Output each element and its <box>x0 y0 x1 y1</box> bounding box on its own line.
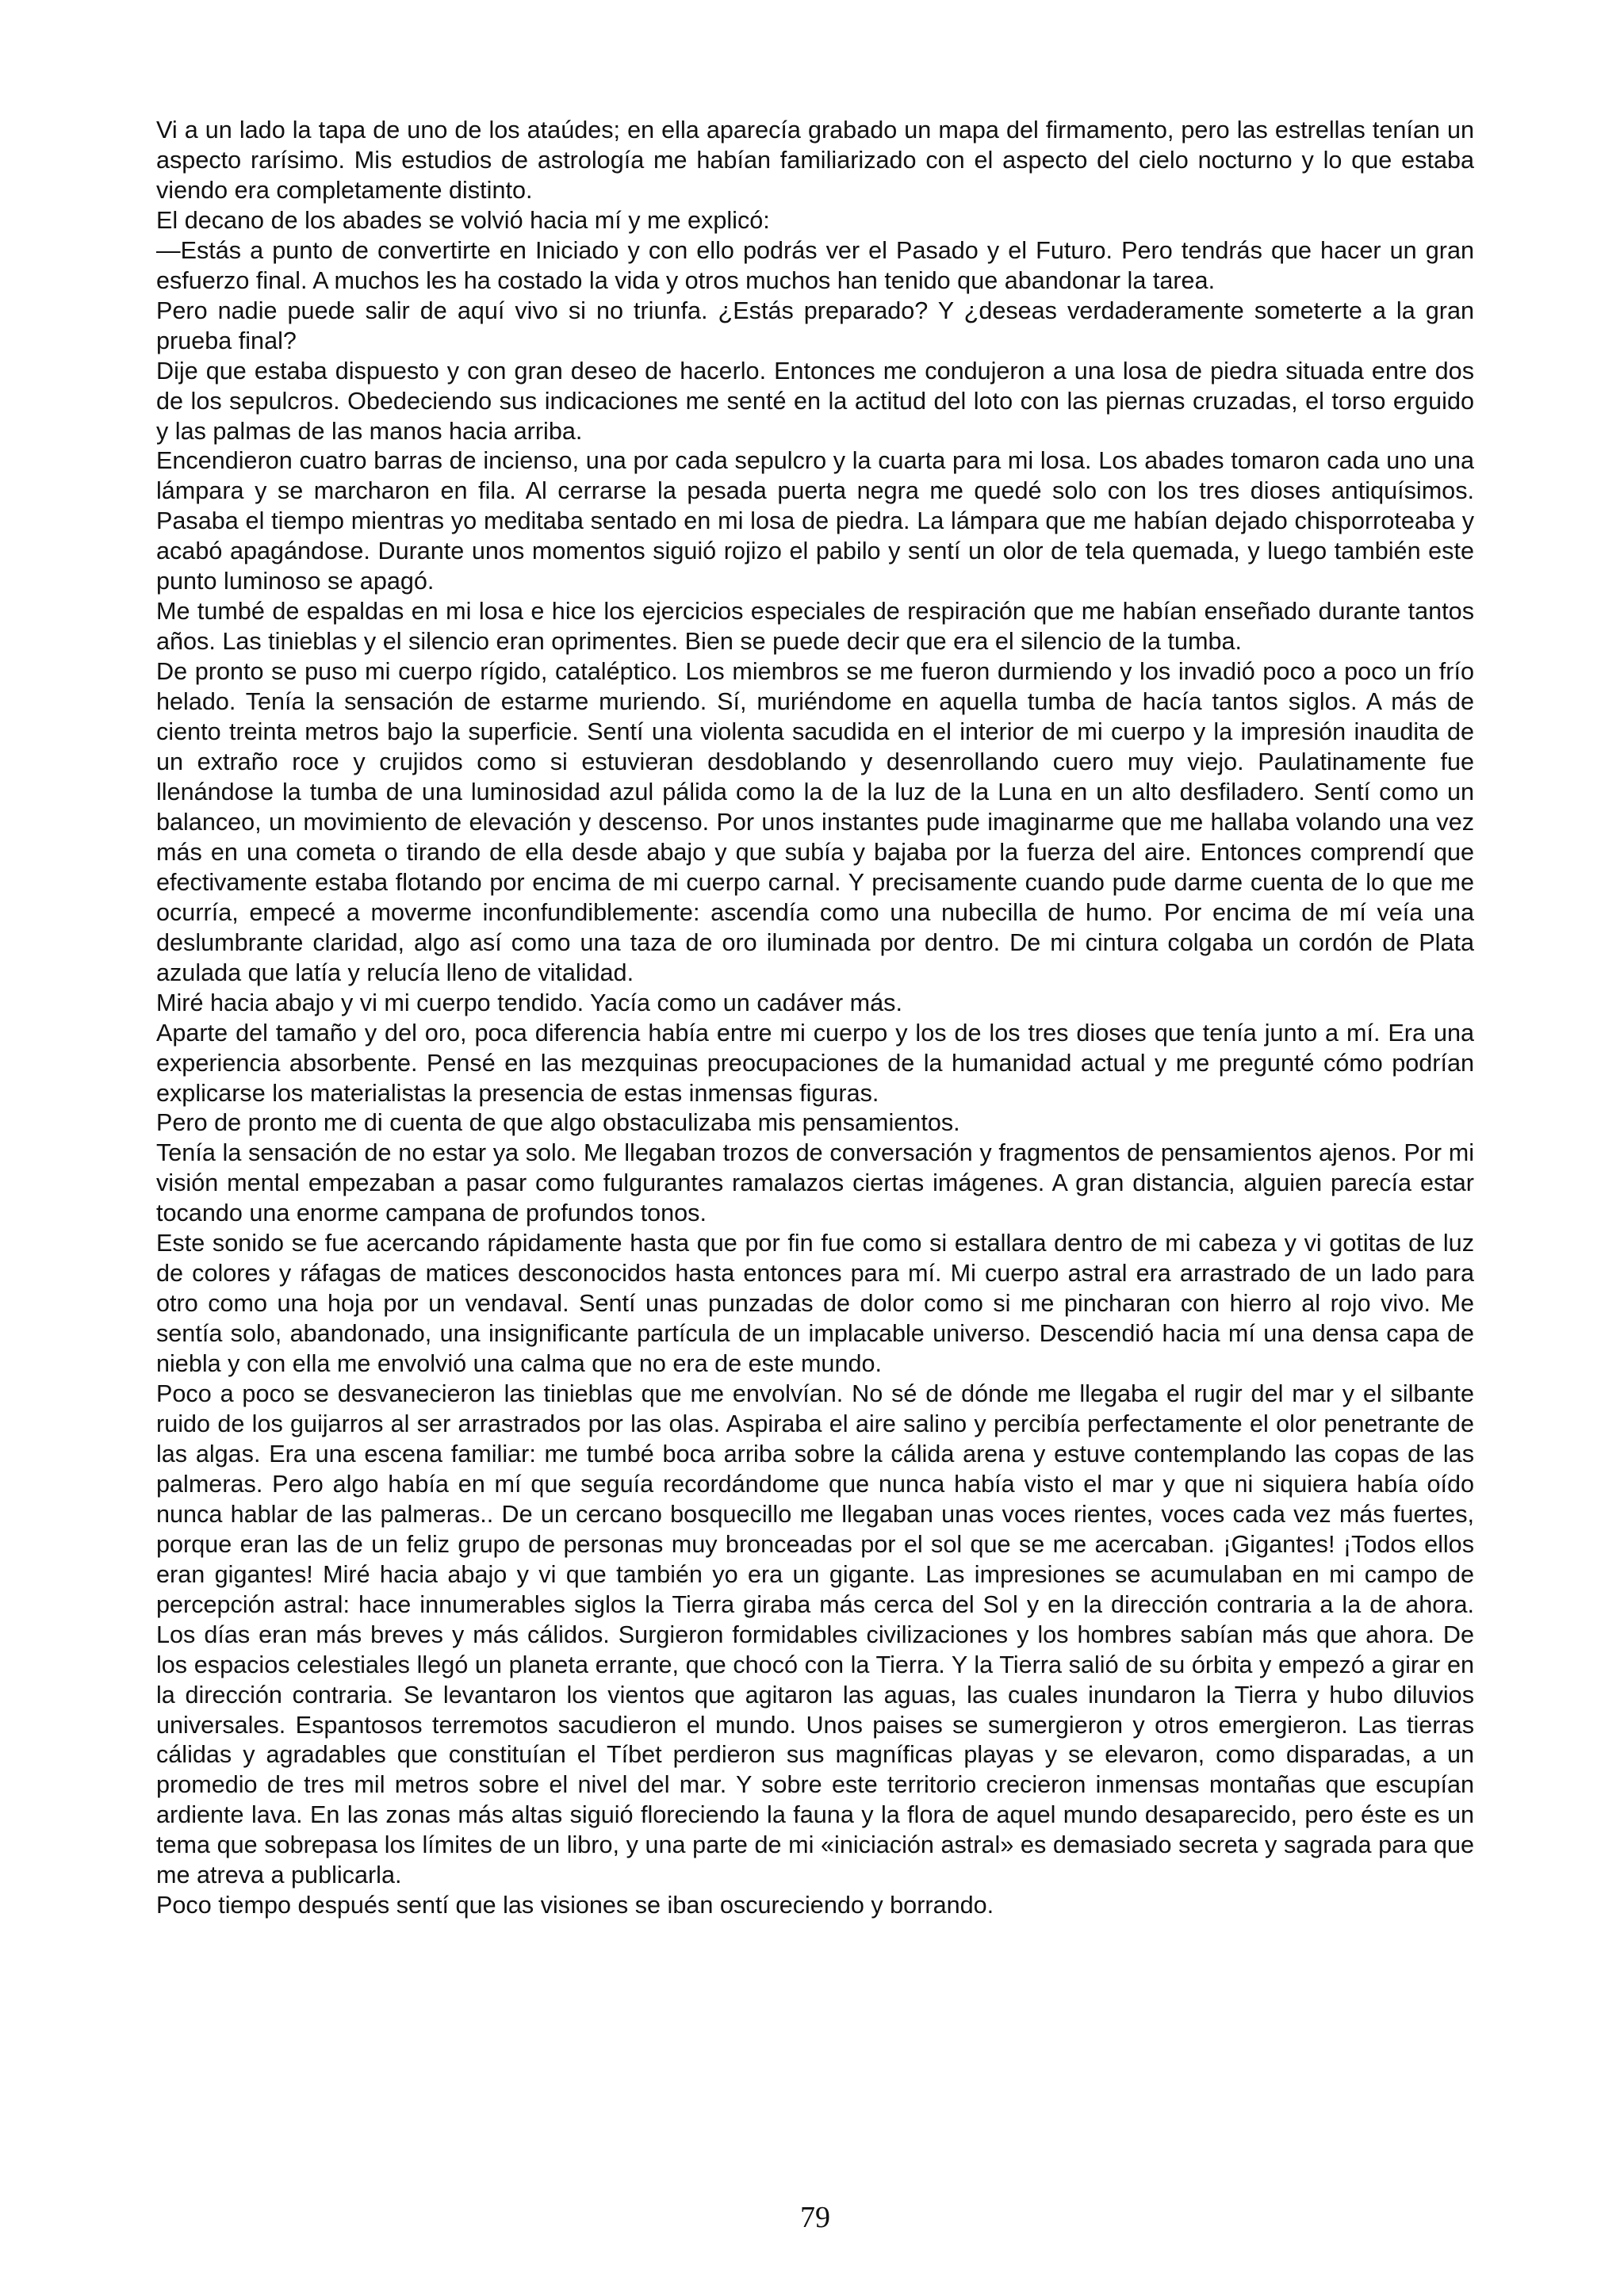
paragraph: Dije que estaba dispuesto y con gran deseo de hacerlo. Entonces me condujeron a una losa de piedra situada entre dos de los sepulcros. Obedeciendo sus indicaciones me senté en la actitud del loto con las piernas cruzadas, el torso erguido y las palmas de las manos hacia arriba. <box>156 357 1474 445</box>
paragraph: Poco tiempo después sentí que las visiones se iban oscureciendo y borrando. <box>156 1892 994 1919</box>
paragraph: Poco a poco se desvanecieron las tinieblas que me envolvían. No sé de dónde me llegaba el rugir del mar y el silbante ruido de los guijarros al ser arrastrados por las olas. Aspiraba el aire salino y percibía perfectamente el olor penetrante de las algas. Era una escena familiar: me tumbé boca arriba sobre la cálida arena y estuve contemplando las copas de las palmeras. Pero algo había en mí que seguía recordándome que nunca había visto el mar y que ni siquiera había oído nunca hablar de las palmeras.. De un cercano bosquecillo me llegaban unas voces rientes, voces cada vez más fuertes, porque eran las de un feliz grupo de personas muy bronceadas por el sol que se me acercaban. ¡Gigantes! ¡Todos ellos eran gigantes! Miré hacia abajo y vi que también yo era un gigante. Las impresiones se acumulaban en mi campo de percepción astral: hace innumerables siglos la Tierra giraba más cerca del Sol y en la dirección contraria a la de ahora. Los días eran más breves y más cálidos. Surgieron formidables civilizaciones y los hombres sabían más que ahora. De los espacios celestiales llegó un planeta errante, que chocó con la Tierra. Y la Tierra salió de su órbita y empezó a girar en la dirección contraria. Se levantaron los vientos que agitaron las aguas, las cuales inundaron la Tierra y hubo diluvios universales. Espantosos terremotos sacudieron el mundo. Unos paises se sumergieron y otros emergieron. Las tierras cálidas y agradables que constituían el Tíbet perdieron sus magníficas playas y se elevaron, como disparadas, a un promedio de tres mil metros sobre el nivel del mar. Y sobre este territorio crecieron inmensas montañas que escupían ardiente lava. En las zonas más altas siguió floreciendo la fauna y la flora de aquel mundo desaparecido, pero éste es un tema que sobrepasa los límites de un libro, y una parte de mi «iniciación astral» es demasiado secreta y sagrada para que me atreva a publicarla. <box>156 1380 1474 1889</box>
paragraph: Tenía la sensación de no estar ya solo. Me llegaban trozos de conversación y fragmentos de pensamientos ajenos. Por mi visión mental empezaban a pasar como fulgurantes ramalazos ciertas imágenes. A gran distancia, alguien parecía estar tocando una enorme campana de profundos tonos. <box>156 1139 1474 1227</box>
paragraph: Pero nadie puede salir de aquí vivo si no triunfa. ¿Estás preparado? Y ¿deseas verdaderamente someterte a la gran prueba final? <box>156 297 1474 354</box>
paragraph: Encendieron cuatro barras de incienso, una por cada sepulcro y la cuarta para mi losa. Los abades tomaron cada uno una lámpara y se marcharon en fila. Al cerrarse la pesada puerta negra me quedé solo con los tres dioses antiquísimos. Pasaba el tiempo mientras yo meditaba sentado en mi losa de piedra. La lámpara que me habían dejado chisporroteaba y acabó apagándose. Durante unos momentos siguió rojizo el pabilo y sentí un olor de tela quemada, y luego también este punto luminoso se apagó. <box>156 447 1474 595</box>
paragraph: Este sonido se fue acercando rápidamente hasta que por fin fue como si estallara dentro de mi cabeza y vi gotitas de luz de colores y ráfagas de matices desconocidos hasta entonces para mí. Mi cuerpo astral era arrastrado de un lado para otro como una hoja por un vendaval. Sentí unas punzadas de dolor como si me pincharan con hierro al rojo vivo. Me sentía solo, abandonado, una insignificante partícula de un implacable universo. Descendió hacia mí una densa capa de niebla y con ella me envolvió una calma que no era de este mundo. <box>156 1230 1474 1378</box>
paragraph: El decano de los abades se volvió hacia mí y me explicó: <box>156 206 770 234</box>
paragraph: Aparte del tamaño y del oro, poca diferencia había entre mi cuerpo y los de los tres dioses que tenía junto a mí. Era una experiencia absorbente. Pensé en las mezquinas preocupaciones de la humanidad actual y me pregunté cómo podrían explicarse los materialistas la presencia de estas inmensas figuras. <box>156 1019 1474 1107</box>
body-text <box>156 116 1474 1921</box>
paragraph: Pero de pronto me di cuenta de que algo obstaculizaba mis pensamientos. <box>156 1109 960 1137</box>
paragraph: Vi a un lado la tapa de uno de los ataúdes; en ella aparecía grabado un mapa del firmamento, pero las estrellas tenían un aspecto rarísimo. Mis estudios de astrología me habían familiarizado con el aspecto del cielo nocturno y lo que estaba viendo era completamente distinto. <box>156 117 1474 204</box>
paragraph: —Estás a punto de convertirte en Iniciado y con ello podrás ver el Pasado y el Futuro. Pero tendrás que hacer un gran esfuerzo final. A muchos les ha costado la vida y otros muchos han tenido que abandonar la tarea. <box>156 236 1474 294</box>
paragraph: Me tumbé de espaldas en mi losa e hice los ejercicios especiales de respiración que me habían enseñado durante tantos años. Las tinieblas y el silencio eran oprimentes. Bien se puede decir que era el silencio de la tumba. <box>156 598 1474 656</box>
document-page <box>156 116 1474 2256</box>
page-number: 79 <box>800 2201 830 2234</box>
paragraph: De pronto se puso mi cuerpo rígido, cataléptico. Los miembros se me fueron durmiendo y los invadió poco a poco un frío helado. Tenía la sensación de estarme muriendo. Sí, muriéndome en aquella tumba de hacía tantos siglos. A más de ciento treinta metros bajo la superficie. Sentí una violenta sacudida en el interior de mi cuerpo y la impresión inaudita de un extraño roce y crujidos como si estuvieran desdoblando y desenrollando cuero muy viejo. Paulatinamente fue llenándose la tumba de una luminosidad azul pálida como la de la luz de la Luna en un alto desfiladero. Sentí como un balanceo, un movimiento de elevación y descenso. Por unos instantes pude imaginarme que me hallaba volando una vez más en una cometa o tirando de ella desde abajo y que subía y bajaba por la fuerza del aire. Entonces comprendí que efectivamente estaba flotando por encima de mi cuerpo carnal. Y precisamente cuando pude darme cuenta de lo que me ocurría, empecé a moverme inconfundiblemente: ascendía como una nubecilla de humo. Por encima de mí veía una deslumbrante claridad, algo así como una taza de oro iluminada por dentro. De mi cintura colgaba un cordón de Plata azulada que latía y relucía lleno de vitalidad. <box>156 658 1474 986</box>
paragraph: Miré hacia abajo y vi mi cuerpo tendido. Yacía como un cadáver más. <box>156 989 902 1016</box>
